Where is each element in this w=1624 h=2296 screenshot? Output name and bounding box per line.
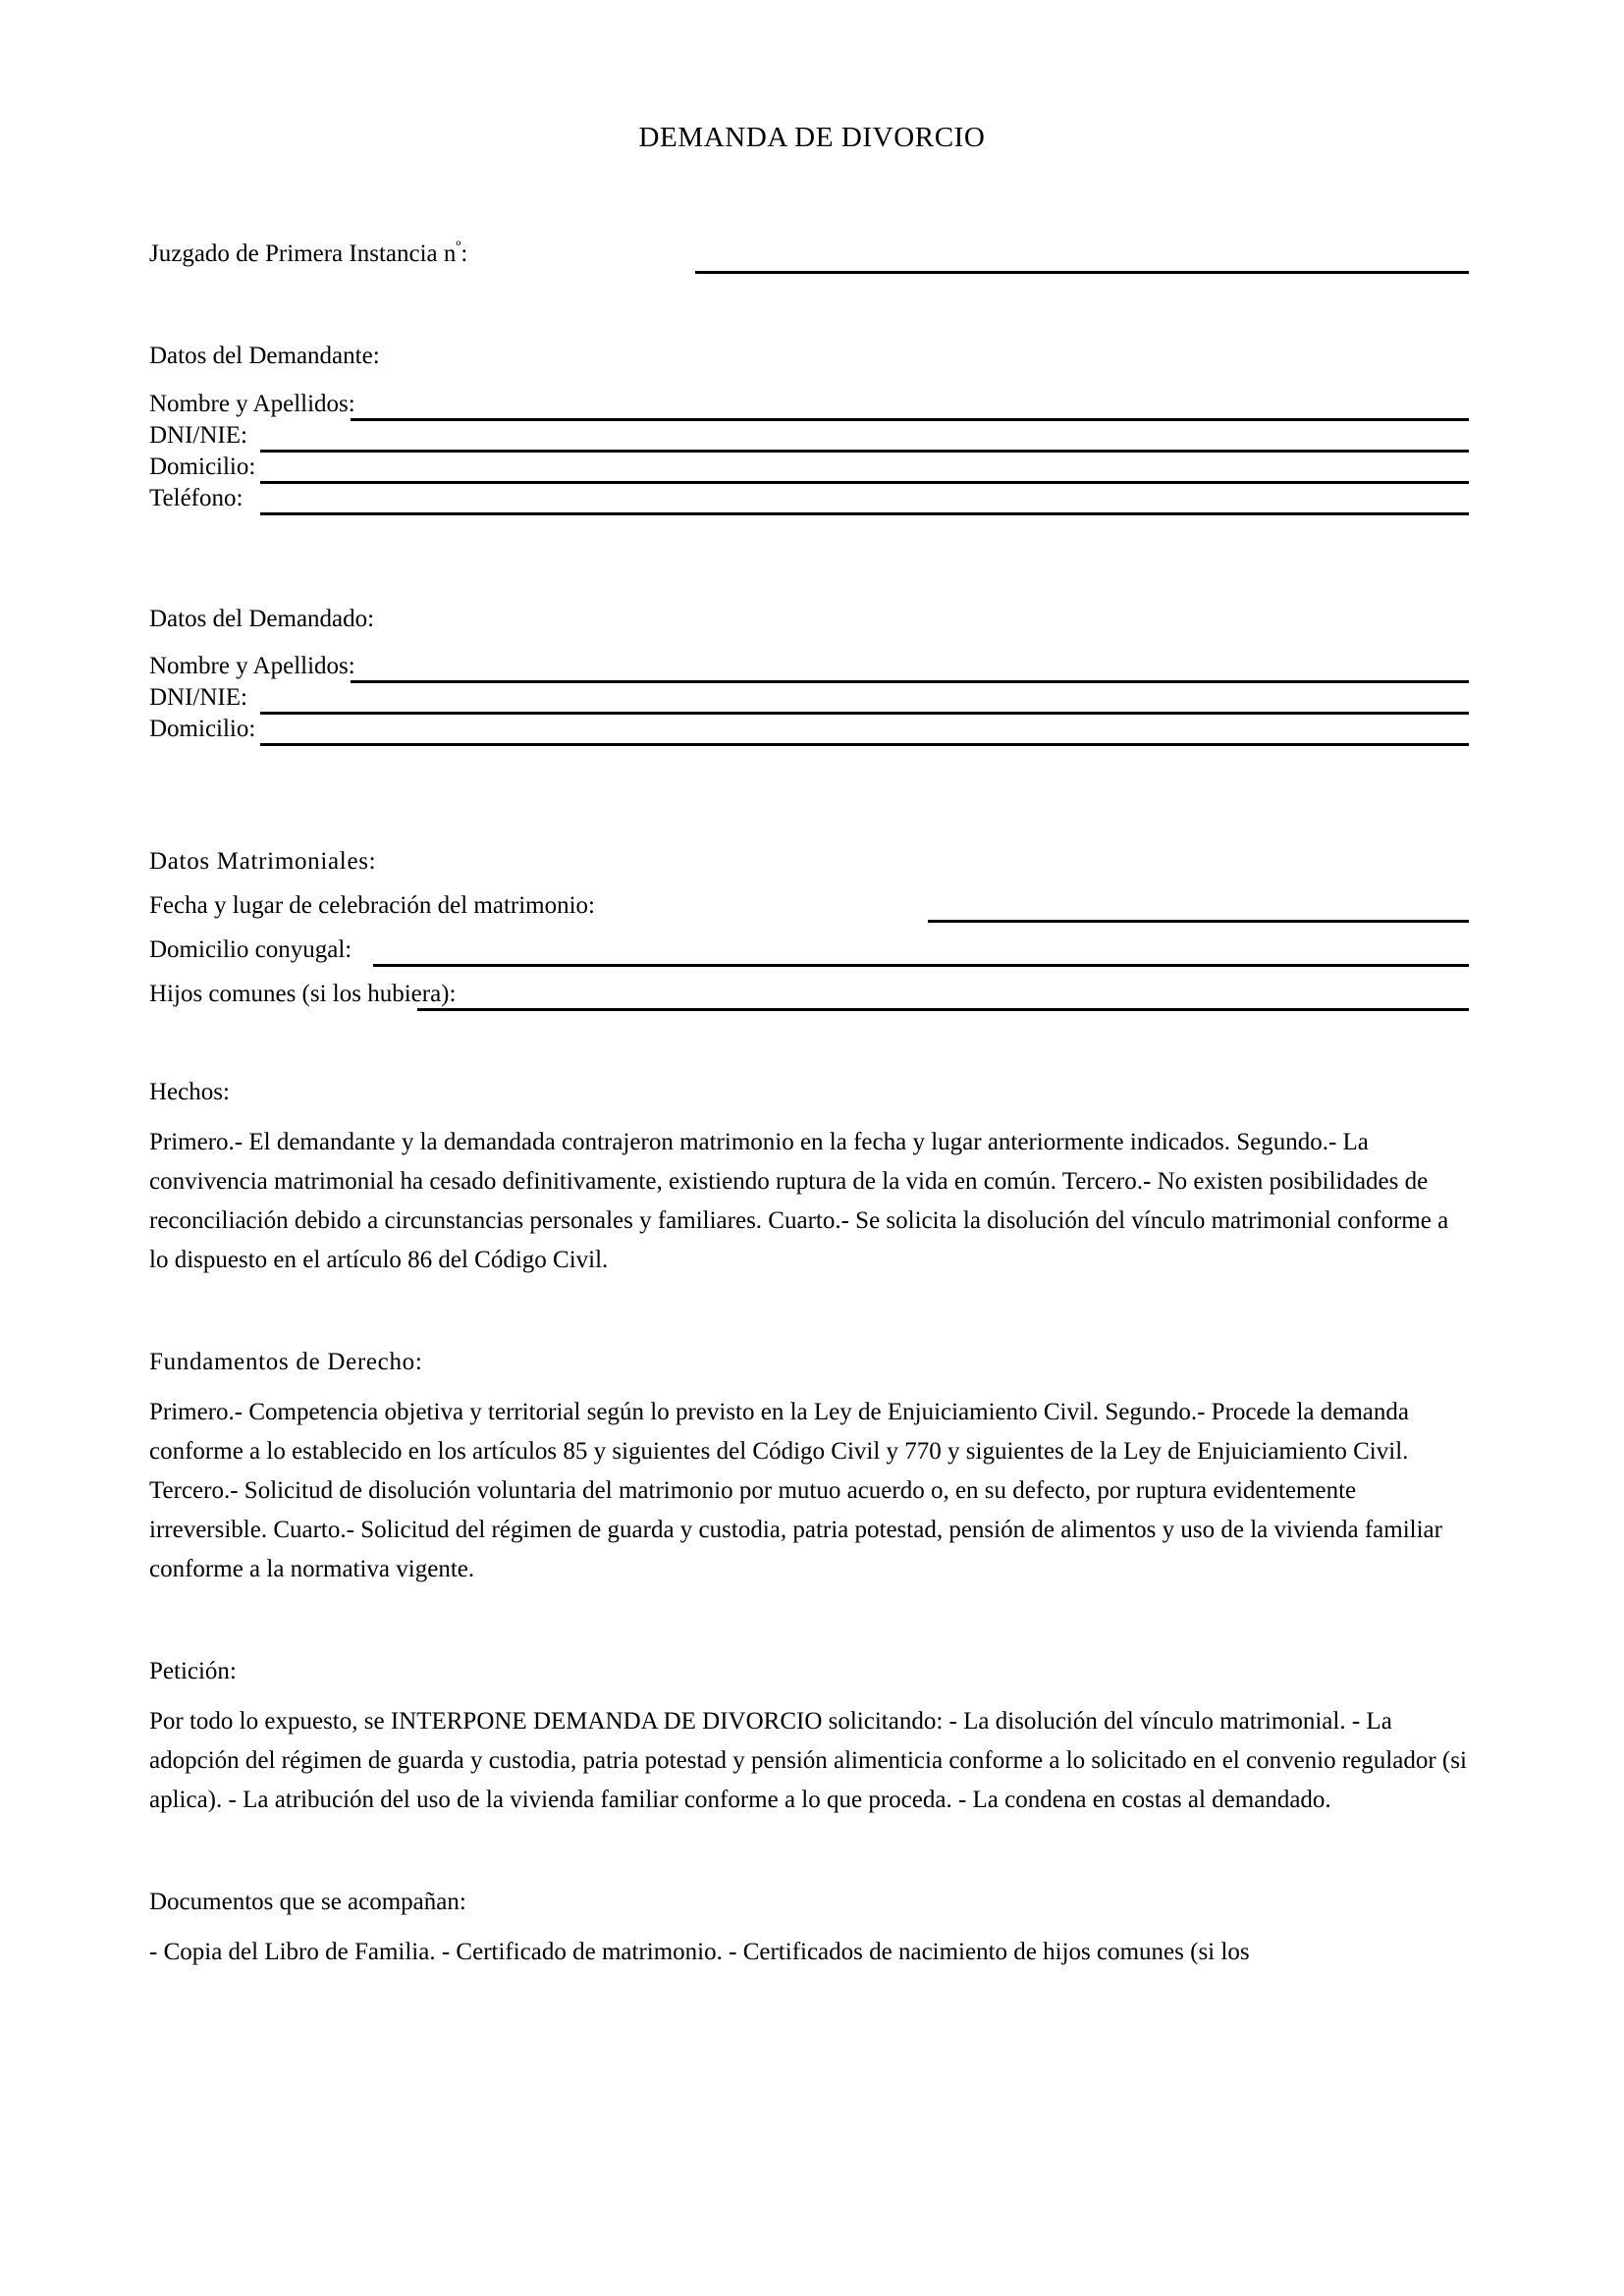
- facts-heading: Hechos:: [149, 1079, 230, 1105]
- field-row-court: [149, 239, 1473, 272]
- marriage-date-place-label: Fecha y lugar de celebración del matrimonio:: [149, 892, 595, 919]
- marriage-date-place-input[interactable]: [928, 920, 1469, 923]
- field-row-defendant-dni: [149, 682, 1473, 716]
- defendant-address-label: Domicilio:: [149, 716, 256, 742]
- field-row-marriage-children: [149, 979, 1473, 1012]
- plaintiff-address-label: Domicilio:: [149, 454, 256, 480]
- petition-heading: Petición:: [149, 1658, 237, 1684]
- page-title: DEMANDA DE DIVORCIO: [638, 122, 986, 153]
- legal-grounds-text: Primero.- Competencia objetiva y territorial según lo previsto en la Ley de Enjuiciamiento Civil. Segundo.- Procede la demanda conforme a lo establecido en los artículos 85 y siguientes del Código Civil y 770 y siguientes de la Ley de Enjuiciamiento Civil. Tercero.- Solicitud de disolución voluntaria del matrimonio por mutuo acuerdo o, en su defecto, por ruptura evidentemente irreversible. Cuarto.- Solicitud del régimen de guarda y custodia, patria potestad, pensión de alimentos y uso de la vivienda familiar conforme a la normativa vigente.: [149, 1399, 1449, 1582]
- court-label-colon: :: [460, 240, 468, 267]
- court-number-input[interactable]: [695, 271, 1469, 274]
- field-row-marriage-date-place: [149, 890, 1473, 924]
- field-row-defendant-address: [149, 714, 1473, 747]
- field-row-plaintiff-dni: [149, 420, 1473, 454]
- plaintiff-dni-label: DNI/NIE:: [149, 422, 247, 449]
- petition-text: Por todo lo expuesto, se INTERPONE DEMANDA DE DIVORCIO solicitando: - La disolución del vínculo matrimonial. - La adopción del régimen de guarda y custodia, patria potestad y pensión alimenticia conforme a lo solicitado en el convenio regulador (si aplica). - La atribución del uso de la vivienda familiar conforme a lo que proceda. - La condena en costas al demandado.: [149, 1708, 1474, 1813]
- court-label-ordinal: º: [456, 239, 461, 256]
- field-row-plaintiff-address: [149, 452, 1473, 485]
- defendant-address-input[interactable]: [260, 743, 1469, 746]
- plaintiff-heading: Datos del Demandante:: [149, 343, 380, 369]
- marriage-children-input[interactable]: [417, 1008, 1469, 1011]
- field-row-plaintiff-phone: [149, 483, 1473, 516]
- defendant-name-label: Nombre y Apellidos:: [149, 653, 355, 679]
- court-label: [149, 239, 467, 270]
- facts-text: Primero.- El demandante y la demandada contrajeron matrimonio en la fecha y lugar anteriormente indicados. Segundo.- La convivencia matrimonial ha cesado definitivamente, existiendo ruptura de la vida en común. Tercero.- No existen posibilidades de reconciliación debido a circunstancias personales y familiares. Cuarto.- Se solicita la disolución del vínculo matrimonial conforme a lo dispuesto en el artículo 86 del Código Civil.: [149, 1129, 1455, 1273]
- field-row-marriage-home: [149, 934, 1473, 968]
- marriage-children-label: Hijos comunes (si los hubiera):: [149, 981, 457, 1007]
- documents-heading: Documentos que se acompañan:: [149, 1889, 466, 1915]
- court-label-text: Juzgado de Primera Instancia n: [149, 240, 457, 267]
- plaintiff-phone-input[interactable]: [260, 512, 1469, 515]
- marriage-heading: Datos Matrimoniales:: [149, 848, 377, 875]
- documents-text: - Copia del Libro de Familia. - Certificado de matrimonio. - Certificados de nacimiento de hijos comunes (si los: [149, 1939, 1250, 1965]
- defendant-dni-label: DNI/NIE:: [149, 684, 247, 711]
- marriage-home-input[interactable]: [373, 964, 1469, 967]
- marriage-home-label: Domicilio conyugal:: [149, 936, 352, 963]
- field-row-plaintiff-name: [149, 389, 1473, 422]
- plaintiff-name-label: Nombre y Apellidos:: [149, 391, 355, 417]
- plaintiff-phone-label: Teléfono:: [149, 485, 244, 511]
- legal-grounds-heading: Fundamentos de Derecho:: [149, 1349, 423, 1375]
- field-row-defendant-name: [149, 651, 1473, 684]
- defendant-heading: Datos del Demandado:: [149, 606, 375, 632]
